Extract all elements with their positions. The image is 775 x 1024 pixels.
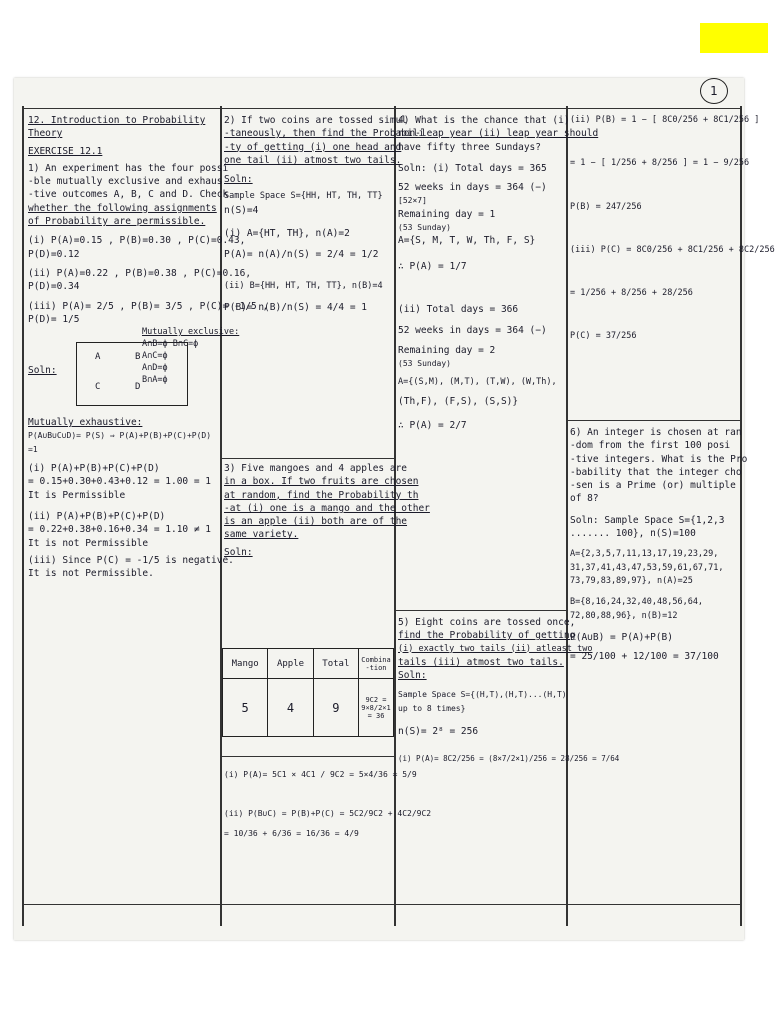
sol-ii: (ii) P(A)+P(B)+P(C)+P(D) (28, 510, 166, 522)
q1-line: -ble mutually exclusive and exhaus (28, 176, 223, 188)
q5-answer-ii: P(B) = 247/256 (570, 201, 642, 212)
q3-line: same variety. (224, 529, 299, 541)
sol-iii: (iii) Since P(C) = -1/5 is negative. (28, 554, 234, 566)
q6-answer: B={8,16,24,32,40,48,56,64, (570, 597, 704, 608)
q4-answer: [52×7] (398, 196, 427, 206)
table-header: Apple (268, 649, 313, 679)
venn-region-c: C (95, 382, 101, 393)
sol-iii-result: It is not Permissible. (28, 568, 154, 580)
bottom-rule (22, 904, 740, 905)
q1-line: 1) An experiment has the four possi (28, 162, 229, 174)
sol-i-result: It is Permissible (28, 489, 126, 501)
q3-line: -at (i) one is a mango and the other (224, 502, 430, 514)
q6-answer: A={2,3,5,7,11,13,17,19,23,29, (570, 549, 719, 560)
column-4-q5-cont (570, 114, 775, 416)
col2-divider-answers (220, 756, 394, 757)
mx-title: Mutually exhaustive: (28, 417, 143, 429)
q5-answer: up to 8 times} (398, 703, 466, 713)
q6-answer: = 25/100 + 12/100 = 37/100 (570, 651, 719, 663)
column-rule-2 (220, 106, 222, 926)
col2-divider-q3 (220, 458, 394, 459)
me-line: A∩B=ϕ B∩C=ϕ (142, 339, 199, 350)
q1-part-i: (i) P(A)=0.15 , P(B)=0.30 , P(C)=0.43, (28, 235, 246, 247)
q6-answer: 31,37,41,43,47,53,59,61,67,71, (570, 562, 724, 573)
chapter-title-cont: Theory (28, 128, 63, 140)
q2-line: -ty of getting (i) one head and (224, 141, 402, 153)
sol-i: (i) P(A)+P(B)+P(C)+P(D) (28, 463, 160, 475)
q4-answer: 52 weeks in days = 364 (−) (398, 182, 547, 194)
q1-part-iii: (iii) P(A)= 2/5 , P(B)= 3/5 , P(C)= -1/5 , (28, 300, 269, 312)
col4-divider-q6 (566, 420, 740, 421)
q2-answer: P(B)= n(B)/n(S) = 4/4 = 1 (224, 301, 367, 313)
q4-line: have fifty three Sundays? (398, 141, 541, 153)
table-cell: 9C2 = 9×8/2×1 = 36 (359, 679, 394, 737)
table-cell: 9 (313, 679, 358, 737)
q4-answer: ∴ P(A) = 1/7 (398, 260, 467, 272)
table-header: Mango (223, 649, 268, 679)
column-rule-4 (566, 106, 568, 926)
q6-line: -dom from the first 100 posi (570, 440, 731, 452)
q5-answer: (i) P(A)= 8C2/256 = (8×7/2×1)/256 = 28/256 = 7/64 (398, 754, 620, 764)
q5-line: find the Probability of getting (398, 630, 576, 642)
q1-line: of Probability are permissible. (28, 216, 206, 228)
q4-answer: Remaining day = 1 (398, 208, 496, 220)
venn-region-a: A (95, 352, 101, 363)
sol-i: = 0.15+0.30+0.43+0.12 = 1.00 = 1 (28, 476, 212, 488)
page-number: 1 (700, 78, 728, 104)
q4-answer-ii: 52 weeks in days = 364 (−) (398, 325, 547, 337)
table-cell: 5 (223, 679, 268, 737)
column-rule-1 (22, 106, 24, 926)
q2-answer: (i) A={HT, TH}, n(A)=2 (224, 228, 350, 240)
q4-answer-ii: (ii) Total days = 366 (398, 303, 519, 315)
me-line: A∩C=ϕ (142, 351, 168, 362)
sol-ii-result: It is not Permissible (28, 537, 149, 549)
q2-line: -taneously, then find the Probabili (224, 128, 425, 140)
q4-line: non-leap year (ii) leap year should (398, 128, 599, 140)
me-title: Mutually exclusive: (142, 327, 240, 338)
q4-answer: (53 Sunday) (398, 223, 451, 233)
q2-line: 2) If two coins are tossed simul (224, 115, 408, 126)
q5-answer-iii: (iii) P(C) = 8C0/256 + 8C1/256 + 8C2/256 (570, 244, 775, 255)
q2-answer: P(A)= n(A)/n(S) = 2/4 = 1/2 (224, 249, 379, 261)
q2-answer: Sample Space S={HH, HT, TH, TT} (224, 191, 383, 202)
q3-line: is an apple (ii) both are of the (224, 516, 408, 528)
sol-ii: = 0.22+0.38+0.16+0.34 = 1.10 ≠ 1 (28, 524, 212, 536)
q4-answer-ii: (Th,F), (F,S), (S,S)} (398, 396, 519, 408)
q6-line: 6) An integer is chosen at ran (570, 427, 742, 438)
chapter-title: 12. Introduction to Probability (28, 115, 206, 126)
venn-region-d: D (135, 382, 141, 393)
q4-answer: A={S, M, T, W, Th, F, S} (398, 235, 536, 247)
yellow-highlight-marker (700, 23, 768, 53)
q1-line: -tive outcomes A, B, C and D. Check (28, 189, 229, 201)
q5-line: 5) Eight coins are tossed once, (398, 617, 576, 628)
mx-line: P(A∪B∪C∪D)= P(S) ⇒ P(A)+P(B)+P(C)+P(D) (28, 431, 212, 441)
soln-label: Soln: (224, 174, 253, 186)
q1-part-ii: P(D)=0.34 (28, 281, 80, 293)
top-rule (22, 108, 740, 109)
q6-line: -tive integers. What is the Pro (570, 453, 748, 465)
table-header: Total (313, 649, 358, 679)
column-3-q5 (398, 616, 620, 902)
q6-answer: Soln: Sample Space S={1,2,3 (570, 514, 725, 526)
column-rule-5 (740, 106, 742, 926)
q4-answer: Soln: (i) Total days = 365 (398, 162, 547, 174)
fruit-table (222, 648, 394, 737)
exercise-heading: EXERCISE 12.1 (28, 145, 103, 157)
q6-line: of 8? (570, 493, 599, 505)
q5-answer-ii: (ii) P(B) = 1 − [ 8C0/256 + 8C1/256 ] (570, 115, 760, 125)
q2-answer: n(S)=4 (224, 204, 259, 216)
q4-answer-ii: A={(S,M), (M,T), (T,W), (W,Th), (398, 377, 557, 388)
q1-part-ii: (ii) P(A)=0.22 , P(B)=0.38 , P(C)=0.16, (28, 267, 252, 279)
scanned-notes-page (14, 78, 775, 940)
table-header: Combina -tion (359, 649, 394, 679)
q3-answer-ii: (ii) P(B∪C) = P(B)+P(C) = 5C2/9C2 + 4C2/9C2 (224, 809, 432, 819)
q3-line: at random, find the Probability th (224, 489, 419, 501)
q1-line: whether the following assignments (28, 202, 217, 214)
column-4-q6 (570, 426, 748, 902)
q6-answer: ....... 100}, n(S)=100 (570, 528, 696, 540)
q5-line: (i) exactly two tails (ii) atleast two (398, 643, 593, 654)
venn-region-b: B (135, 352, 141, 363)
q3-answer-ii: = 10/36 + 6/36 = 16/36 = 4/9 (224, 828, 359, 838)
q4-line: 4) What is the chance that (i) (398, 115, 570, 126)
mx-line: =1 (28, 444, 38, 454)
q5-answer-ii: = 1 − [ 1/256 + 8/256 ] = 1 − 9/256 (570, 158, 750, 169)
me-line: B∩A=ϕ (142, 375, 168, 386)
q5-answer-iii: P(C) = 37/256 (570, 331, 637, 342)
venn-area (28, 327, 240, 416)
q2-line: one tail (ii) atmost two tails. (224, 154, 402, 166)
soln-label: Soln: (28, 365, 57, 377)
q1-part-i: P(D)=0.12 (28, 248, 80, 260)
q6-line: -bability that the integer cho (570, 466, 742, 478)
q4-answer-ii: ∴ P(A) = 2/7 (398, 419, 467, 431)
q6-answer: P(A∪B) = P(A)+P(B) (570, 631, 673, 643)
soln-label: Soln: (398, 670, 427, 682)
me-line: A∩D=ϕ (142, 363, 168, 374)
q1-part-iii: P(D)= 1/5 (28, 313, 80, 325)
q4-answer-ii: Remaining day = 2 (398, 344, 496, 356)
q3-line: in a box. If two fruits are chosen (224, 476, 419, 488)
column-2-q3-answers (224, 768, 432, 900)
q3-line: 3) Five mangoes and 4 apples are (224, 463, 408, 474)
col3-divider-q5 (394, 610, 566, 611)
soln-label: Soln: (224, 546, 253, 558)
table-cell: 4 (268, 679, 313, 737)
q2-answer: (ii) B={HH, HT, TH, TT}, n(B)=4 (224, 280, 383, 291)
q6-answer: 73,79,83,89,97}, n(A)=25 (570, 575, 693, 586)
q3-answer-i: (i) P(A)= 5C1 × 4C1 / 9C2 = 5×4/36 = 5/9 (224, 770, 417, 779)
q5-answer: Sample Space S={(H,T),(H,T)...(H,T) (398, 690, 567, 700)
q4-answer-ii: (53 Sunday) (398, 358, 451, 368)
q5-answer-iii: = 1/256 + 8/256 + 28/256 (570, 288, 693, 299)
q6-answer: 72,80,88,96}, n(B)=12 (570, 610, 678, 621)
q5-line: tails (iii) atmost two tails. (398, 656, 564, 668)
q6-line: -sen is a Prime (or) multiple (570, 480, 736, 492)
q5-answer: n(S)= 2⁸ = 256 (398, 726, 479, 738)
